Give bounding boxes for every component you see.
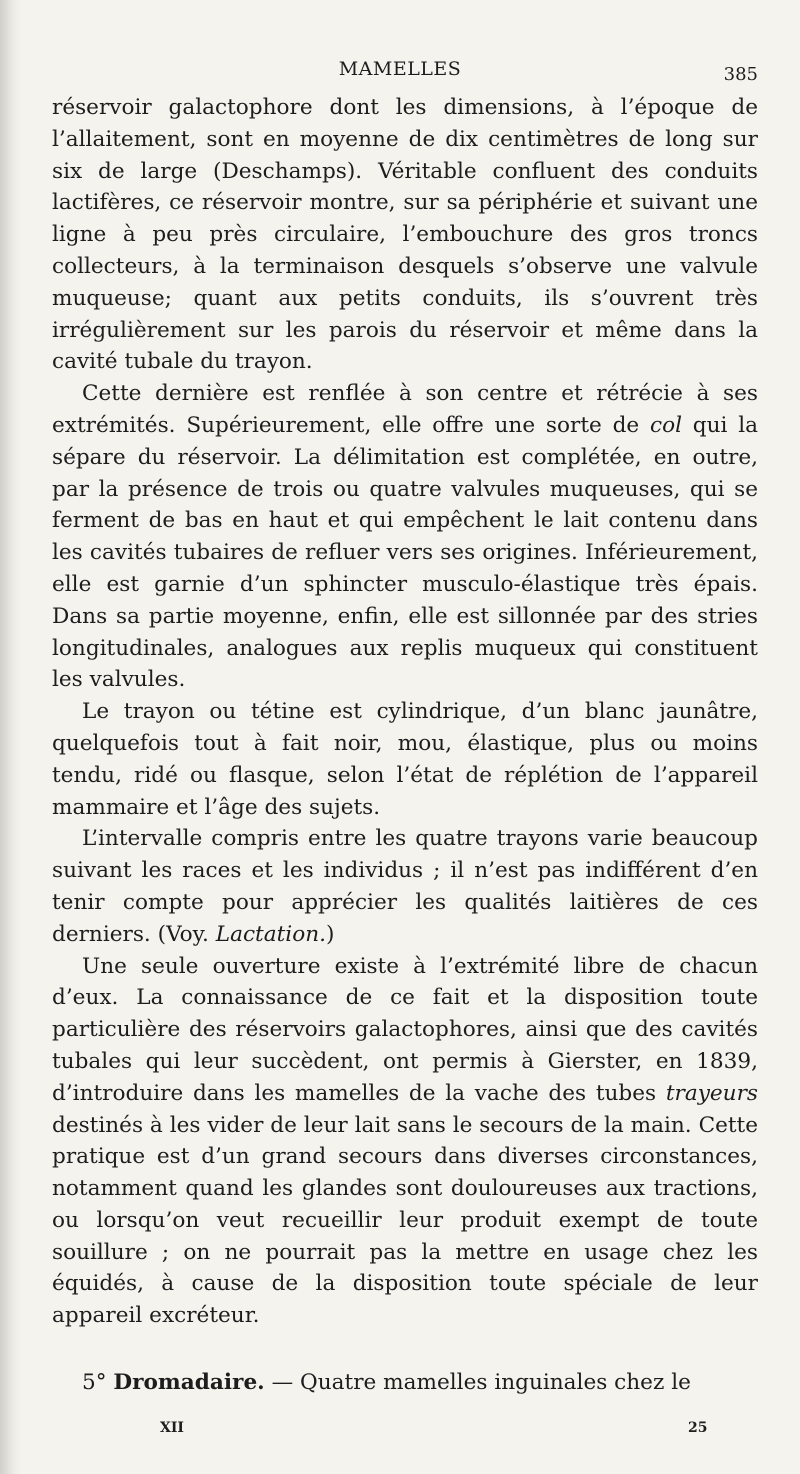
paragraph-text: qui la sépare du réservoir. La délimitation est complétée, en outre, par la présence de trois ou quatre valvules muqueuses, qui se ferment de bas en haut et qui empêchent le lait contenu dans les cavités tubaires de refluer vers ses origines. Inférieurement, elle est garnie d’un sphincter musculo-élastique très épais. Dans sa partie moyenne, enfin, elle est sillonnée par des stries longitudinales, analogues aux replis muqueux qui constituent les valvules. xyxy=(52,412,758,693)
paragraph-ouverture xyxy=(52,951,758,1333)
paragraph-cavite-tubale xyxy=(52,378,758,696)
section-title: Dromadaire. xyxy=(113,1370,265,1395)
signature-mark-left: XII xyxy=(160,1420,184,1436)
paragraph-text: destinés à les vider de leur lait sans le secours de la main. Cette pratique est d’un grand secours dans diverses circonstances, notamment quand les glandes sont douloureuses aux tractions, ou lorsqu’on veut recueillir leur produit exempt de toute souillure ; on ne pourrait pas la mettre en usage chez les équidés, à cause de la disposition toute spéciale de leur appareil excréteur. xyxy=(52,1112,758,1329)
running-title: MAMELLES xyxy=(338,58,462,80)
signature-mark-right: 25 xyxy=(688,1420,708,1436)
section-text: Quatre mamelles inguinales chez le xyxy=(300,1370,691,1395)
page-binding-shadow xyxy=(0,0,22,1474)
paragraph-reservoir: réservoir galactophore dont les dimensions, à l’époque de l’allaitement, sont en moyenne de dix centimètres de long sur six de large (Deschamps). Véritable confluent des conduits lactifères, ce réservoir montre, sur sa périphérie et suivant une ligne à peu près circulaire, l’embouchure des gros troncs collecteurs, à la terminaison desquels s’observe une valvule muqueuse; quant aux petits conduits, ils s’ouvrent très irrégulièrement sur les parois du réservoir et même dans la cavité tubale du trayon. xyxy=(52,95,758,375)
page-footer xyxy=(0,1420,800,1444)
section-dash: — xyxy=(271,1370,294,1395)
emphasis-col: col xyxy=(649,412,682,438)
emphasis-trayeurs: trayeurs xyxy=(665,1080,758,1106)
page-number: 385 xyxy=(723,64,758,85)
paragraph-text: Cette dernière est renflée à son centre et rétrécie à ses extrémités. Supérieurement, elle offre une sorte de xyxy=(52,381,758,438)
paragraph-intervalle xyxy=(52,823,758,950)
paragraph-trayon: Le trayon ou tétine est cylindrique, d’un blanc jaunâtre, quelquefois tout à fait noir, mou, élastique, plus ou moins tendu, ridé ou flasque, selon l’état de réplétion de l’appareil mammaire et l’âge des sujets. xyxy=(52,699,758,820)
paragraph-text: ) xyxy=(325,921,335,947)
paragraph-text: L’intervalle compris entre les quatre trayons varie beaucoup suivant les races et les individus ; il n’est pas indifférent d’en tenir compte pour apprécier les qualités laitières de ces derniers. (Voy. xyxy=(52,826,758,947)
page-header xyxy=(0,56,800,86)
section-dromadaire xyxy=(52,1367,758,1399)
section-number: 5° xyxy=(82,1370,107,1395)
emphasis-lactation: Lactation. xyxy=(215,921,326,947)
paragraph-text: Une seule ouverture existe à l’extrémité libre de chacun d’eux. La connaissance de ce fait et la disposition toute particulière des réservoirs galactophores, ainsi que des cavités tubales qui leur succèdent, ont permis à Gierster, en 1839, d’introduire dans les mamelles de la vache des tubes xyxy=(52,953,758,1106)
body-text xyxy=(52,92,758,1332)
